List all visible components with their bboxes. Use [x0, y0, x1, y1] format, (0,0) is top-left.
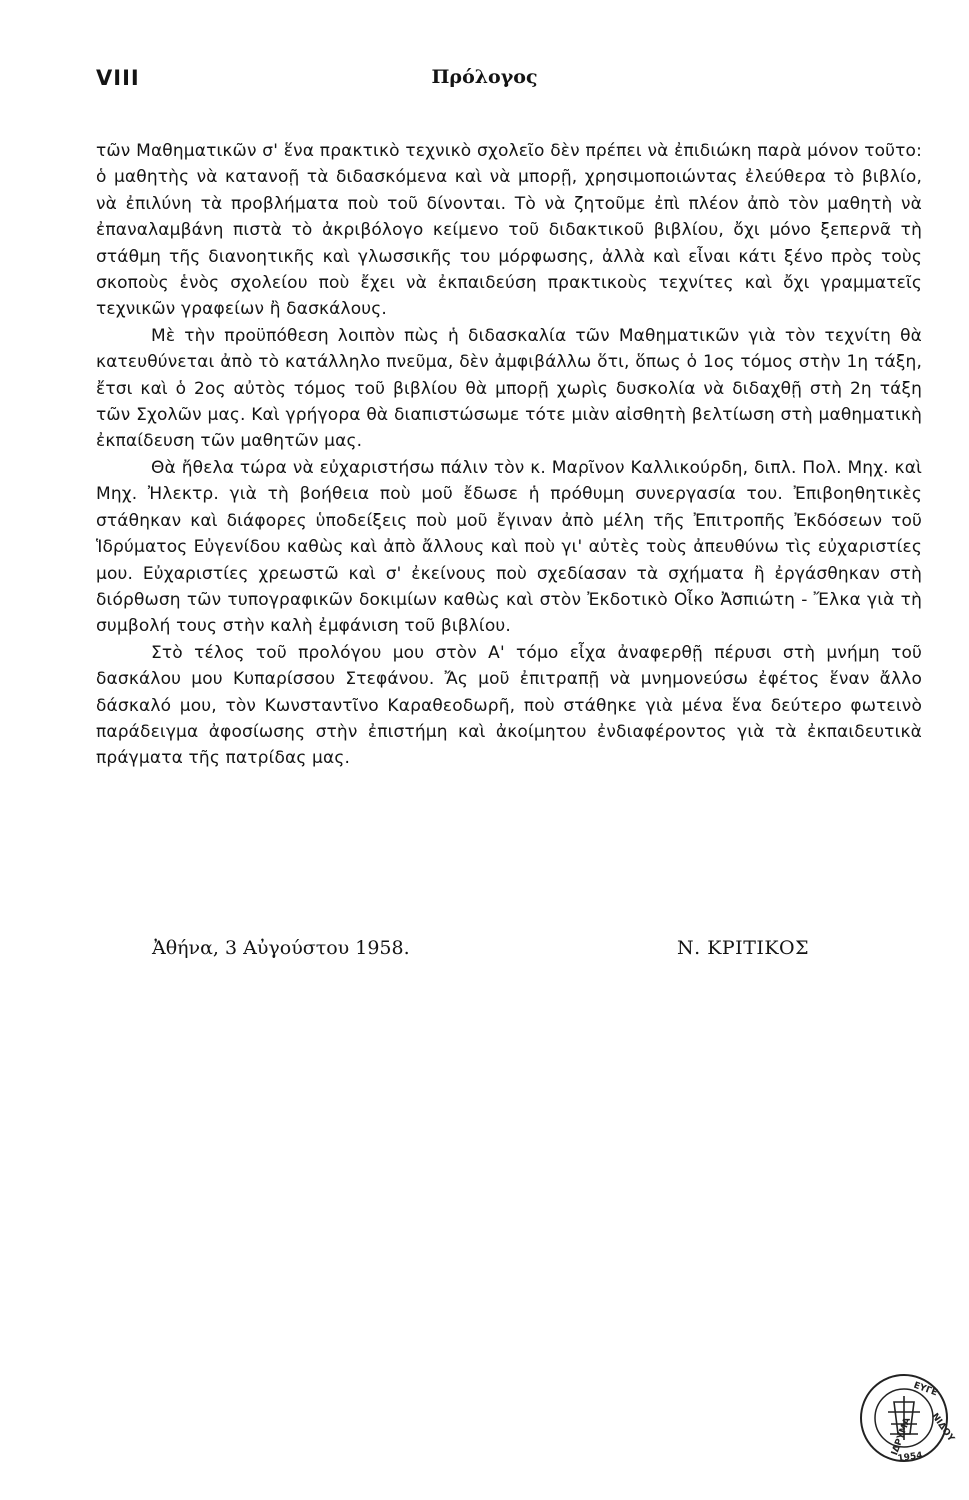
paragraph: τῶν Μαθηματικῶν σ' ἕνα πρακτικὸ τεχνικὸ σχολεῖο δὲν πρέπει νὰ ἐπιδιώκη παρὰ μόνον τοῦτο: ὁ μαθητὴς νὰ κατανοῇ τὰ διδασκόμενα καὶ νὰ μπορῇ, χρησιμοποιώντας ἐλεύθερα τὸ βιβλίο, νὰ ἐπιλύνη τὰ προβλήματα ποὺ τοῦ δίνονται. Τὸ νὰ ζητοῦμε ἐπὶ πλέον ἀπὸ τὸν μαθητὴ νὰ ἐπαναλαμβάνη πιστὰ τὸ ἀκριβόλογο κείμενο τοῦ διδακτικοῦ βιβλίου, ὄχι μόνο ξεπερνᾶ τὴ στάθμη τῆς διανοητικῆς καὶ γλωσσικῆς του μόρφωσης, ἀλλὰ καὶ εἶναι κάτι ξένο πρὸς τοὺς σκοποὺς ἑνὸς σχολείου ποὺ ἔχει νὰ ἐκπαιδεύση πρακτικοὺς τεχνίτες καὶ ὄχι γραμματεῖς τεχνικῶν γραφείων ἢ δασκάλους.: [96, 141, 922, 320]
running-header: [0, 66, 969, 96]
foundation-seal-stamp: [858, 1372, 956, 1465]
paragraph: Στὸ τέλος τοῦ προλόγου μου στὸν Α' τόμο εἶχα ἀναφερθῇ πέρυσι στὴ μνήμη τοῦ δασκάλου μου Κυπαρίσσου Στεφάνου. Ἄς μοῦ ἐπιτραπῇ νὰ μνημονεύσω ἐφέτος ἕναν ἄλλο δάσκαλό μου, τὸν Κωνσταντῖνο Καραθεοδωρῆ, ποὺ στάθηκε γιὰ μένα ἕνα δεύτερο φωτεινὸ παράδειγμα ἀφοσίωσης στὴν ἐπιστήμη καὶ ἀκοίμητου ἐνδιαφέροντος γιὰ τὰ ἐκπαιδευτικὰ πράγματα τῆς πατρίδας μας.: [96, 642, 922, 769]
svg-text:ΙΔΡΥΜΑ: ΙΔΡΥΜΑ: [890, 1416, 913, 1457]
preface-body: [96, 138, 922, 772]
page-number: VIII: [96, 66, 140, 90]
author-name: Ν. ΚΡΙΤΙΚΟΣ: [677, 937, 810, 959]
running-title: Πρόλογος: [431, 66, 538, 88]
svg-text:1954: 1954: [896, 1450, 924, 1465]
svg-text:ΕΥΓΕ: ΕΥΓΕ: [912, 1380, 939, 1399]
signature-line: [0, 937, 969, 967]
paragraph: Μὲ τὴν προϋπόθεση λοιπὸν πὼς ἡ διδασκαλία τῶν Μαθηματικῶν γιὰ τὸν τεχνίτη θὰ κατευθύνεται ἀπὸ τὸ κατάλληλο πνεῦμα, δὲν ἀμφιβάλλω ὅτι, ὅπως ὁ 1ος τόμος στὴν 1η τάξη, ἔτσι καὶ ὁ 2ος αὐτὸς τόμος τοῦ βιβλίου θὰ μπορῇ χωρὶς δυσκολία νὰ διδαχθῇ στὴ 2η τάξη τῶν Σχολῶν μας. Καὶ γρήγορα θὰ διαπιστώσωμε τότε μιὰν αἰσθητὴ βελτίωση στὴ μαθηματικὴ ἐκπαίδευση τῶν μαθητῶν μας.: [96, 325, 922, 452]
place-date: Ἀθήνα, 3 Αὐγούστου 1958.: [152, 937, 410, 959]
svg-text:ΝΙΔΟΥ: ΝΙΔΟΥ: [929, 1411, 956, 1444]
paragraph: Θὰ ἤθελα τώρα νὰ εὐχαριστήσω πάλιν τὸν κ. Μαρῖνον Καλλικούρδη, διπλ. Πολ. Μηχ. καὶ Μηχ. Ἠλεκτρ. γιὰ τὴ βοήθεια ποὺ μοῦ ἔδωσε ἡ πρόθυμη συνεργασία του. Ἐπιβοηθητικὲς στάθηκαν καὶ διάφορες ὑποδείξεις ποὺ μοῦ ἔγιναν ἀπὸ μέλη τῆς Ἐπιτροπῆς Ἐκδόσεων τοῦ Ἱδρύματος Εὐγενίδου καθὼς καὶ ἀπὸ ἄλλους καὶ ποὺ γι' αὐτὲς τοὺς ἀπευθύνω τὶς εὐχαριστίες μου. Εὐχαριστίες χρεωστῶ καὶ σ' ἐκείνους ποὺ σχεδίασαν τὰ σχήματα ἢ ἐργάσθηκαν στὴ διόρθωση τῶν τυπογραφικῶν δοκιμίων καθὼς καὶ στὸν Ἐκδοτικὸ Οἶκο Ἀσπιώτη - Ἔλκα γιὰ τὴ συμβολή τους στὴν καλὴ ἐμφάνιση τοῦ βιβλίου.: [96, 457, 922, 637]
